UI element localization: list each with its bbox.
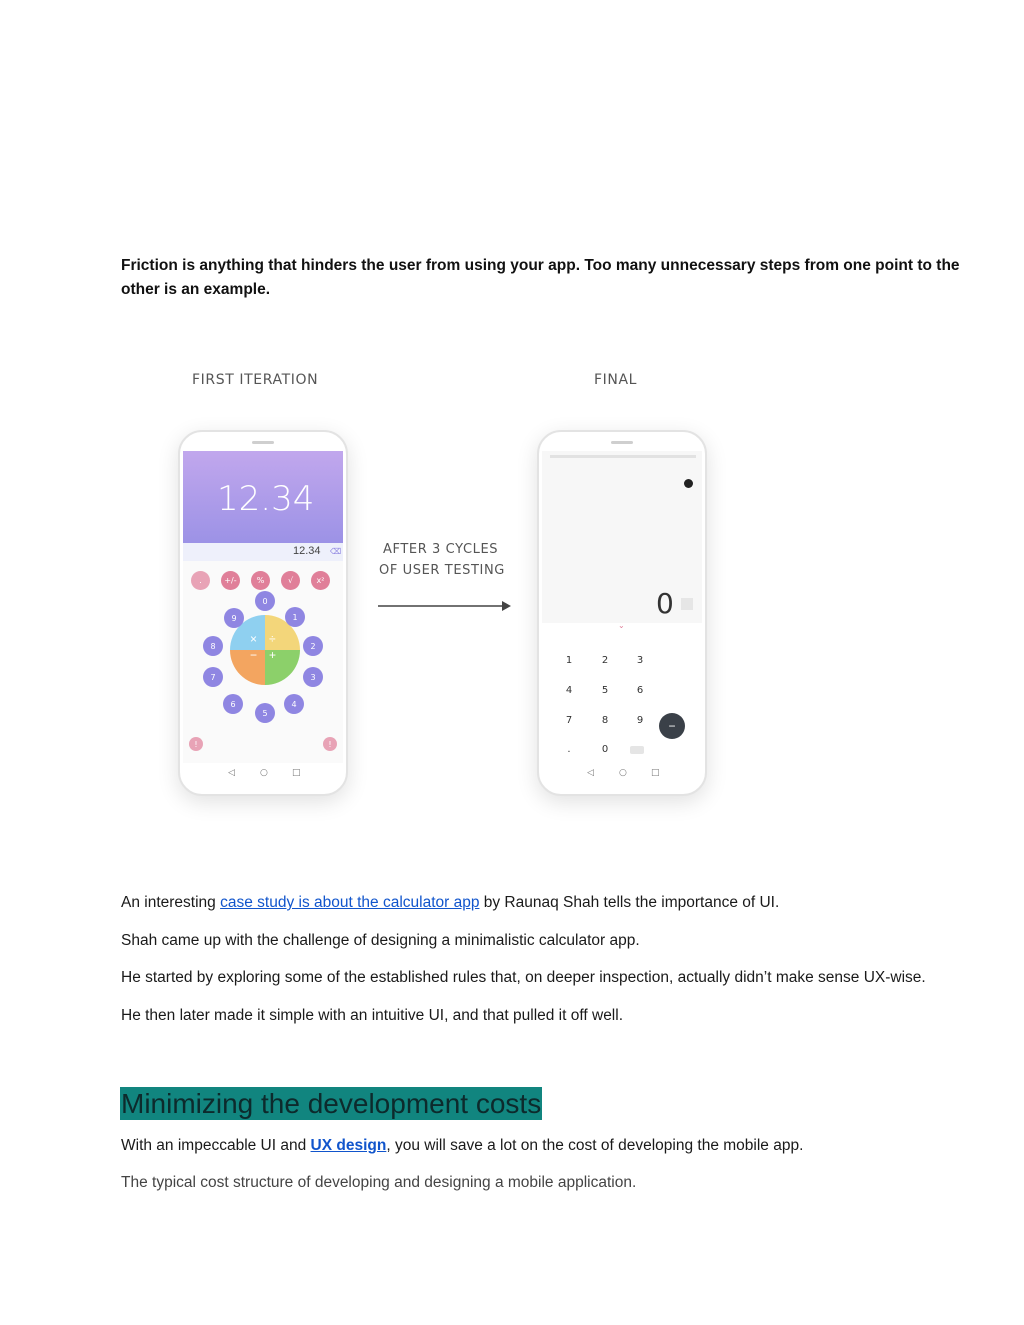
ux-prefix: With an impeccable UI and	[121, 1137, 311, 1154]
wheel-digit: 5	[255, 703, 275, 723]
keypad-key: 6	[636, 685, 644, 696]
arrow-caption-line-1: AFTER 3 CYCLES	[383, 542, 499, 557]
wheel-digit: 1	[285, 607, 305, 627]
nav-recent-icon: □	[651, 768, 660, 778]
keypad-key: 8	[601, 715, 609, 726]
nav-back-icon: ◁	[228, 768, 235, 778]
case-study-suffix: by Raunaq Shah tells the importance of UI.	[479, 894, 780, 911]
first-phone-screen	[183, 451, 343, 763]
wheel-digit: 3	[303, 667, 323, 687]
corner-key: !	[189, 737, 203, 751]
first-iteration-phone	[178, 430, 348, 796]
clear-key	[630, 746, 644, 754]
backspace-icon	[681, 598, 693, 610]
minus-icon: −	[250, 648, 258, 662]
outcome-paragraph: He then later made it simple with an intuitive UI, and that pulled it off well.	[121, 1007, 624, 1024]
status-bar	[550, 455, 696, 458]
ux-design-link[interactable]: UX design	[310, 1137, 387, 1154]
case-study-prefix: An interesting	[121, 894, 221, 911]
corner-key: !	[323, 737, 337, 751]
phone-speaker	[252, 441, 274, 444]
wheel-digit: 0	[255, 591, 275, 611]
wheel-digit: 6	[223, 694, 243, 714]
phone-speaker	[611, 441, 633, 444]
wheel-digit: 9	[224, 608, 244, 628]
sub-display-value: 12.34	[293, 545, 321, 557]
final-phone	[537, 430, 707, 796]
menu-dot-icon	[684, 479, 693, 488]
minus-key: −	[659, 713, 685, 739]
calculator-comparison-figure	[160, 360, 780, 840]
ux-suffix: , you will save a lot on the cost of developing the mobile app.	[386, 1137, 804, 1154]
nav-home-icon: ○	[619, 768, 627, 778]
fn-key: .	[191, 571, 210, 590]
ux-paragraph	[121, 1137, 803, 1155]
nav-recent-icon: □	[292, 768, 301, 778]
arrow-caption-line-2: OF USER TESTING	[379, 563, 505, 578]
keypad-key: 1	[565, 655, 573, 666]
cost-structure-paragraph: The typical cost structure of developing and designing a mobile application.	[121, 1174, 637, 1191]
keypad-key: 0	[601, 744, 609, 755]
exploration-paragraph: He started by exploring some of the established rules that, on deeper inspection, actually didn’t make sense UX-wise.	[121, 969, 926, 986]
wheel-digit: 2	[303, 636, 323, 656]
keypad-key: 3	[636, 655, 644, 666]
section-heading: Minimizing the development costs	[121, 1088, 542, 1119]
keypad-key: .	[567, 744, 571, 755]
final-phone-screen	[542, 451, 702, 763]
chevron-down-icon: ⌄	[618, 621, 625, 630]
backspace-icon: ⌫	[330, 547, 342, 556]
intro-paragraph: Friction is anything that hinders the user from using your app. Too many unnecessary steps from one point to the other is an example.	[121, 257, 960, 298]
keypad-key: 7	[565, 715, 573, 726]
keypad-key: 2	[601, 655, 609, 666]
wheel-digit: 7	[203, 667, 223, 687]
divide-icon: ÷	[269, 632, 276, 646]
main-display-value: 12.34	[217, 479, 315, 519]
nav-home-icon: ○	[260, 768, 268, 778]
case-study-paragraph	[121, 894, 779, 912]
fn-key: √	[281, 571, 300, 590]
fn-key: x²	[311, 571, 330, 590]
final-label: FINAL	[594, 372, 638, 388]
keypad-key: 4	[565, 685, 573, 696]
multiply-icon: ×	[250, 632, 258, 646]
keypad-key: 5	[601, 685, 609, 696]
fn-key: +/-	[221, 571, 240, 590]
nav-back-icon: ◁	[587, 768, 594, 778]
plus-icon: +	[269, 648, 277, 662]
keypad-key: 9	[636, 715, 644, 726]
final-display-value: 0	[656, 587, 674, 620]
wheel-digit: 4	[284, 694, 304, 714]
display-panel	[183, 451, 343, 543]
right-arrow-icon	[378, 600, 512, 612]
challenge-paragraph: Shah came up with the challenge of designing a minimalistic calculator app.	[121, 932, 640, 949]
fn-key: %	[251, 571, 270, 590]
first-iteration-label: FIRST ITERATION	[192, 372, 319, 388]
case-study-link[interactable]: case study is about the calculator app	[220, 894, 480, 911]
wheel-digit: 8	[203, 636, 223, 656]
sub-display-bar	[183, 543, 343, 561]
